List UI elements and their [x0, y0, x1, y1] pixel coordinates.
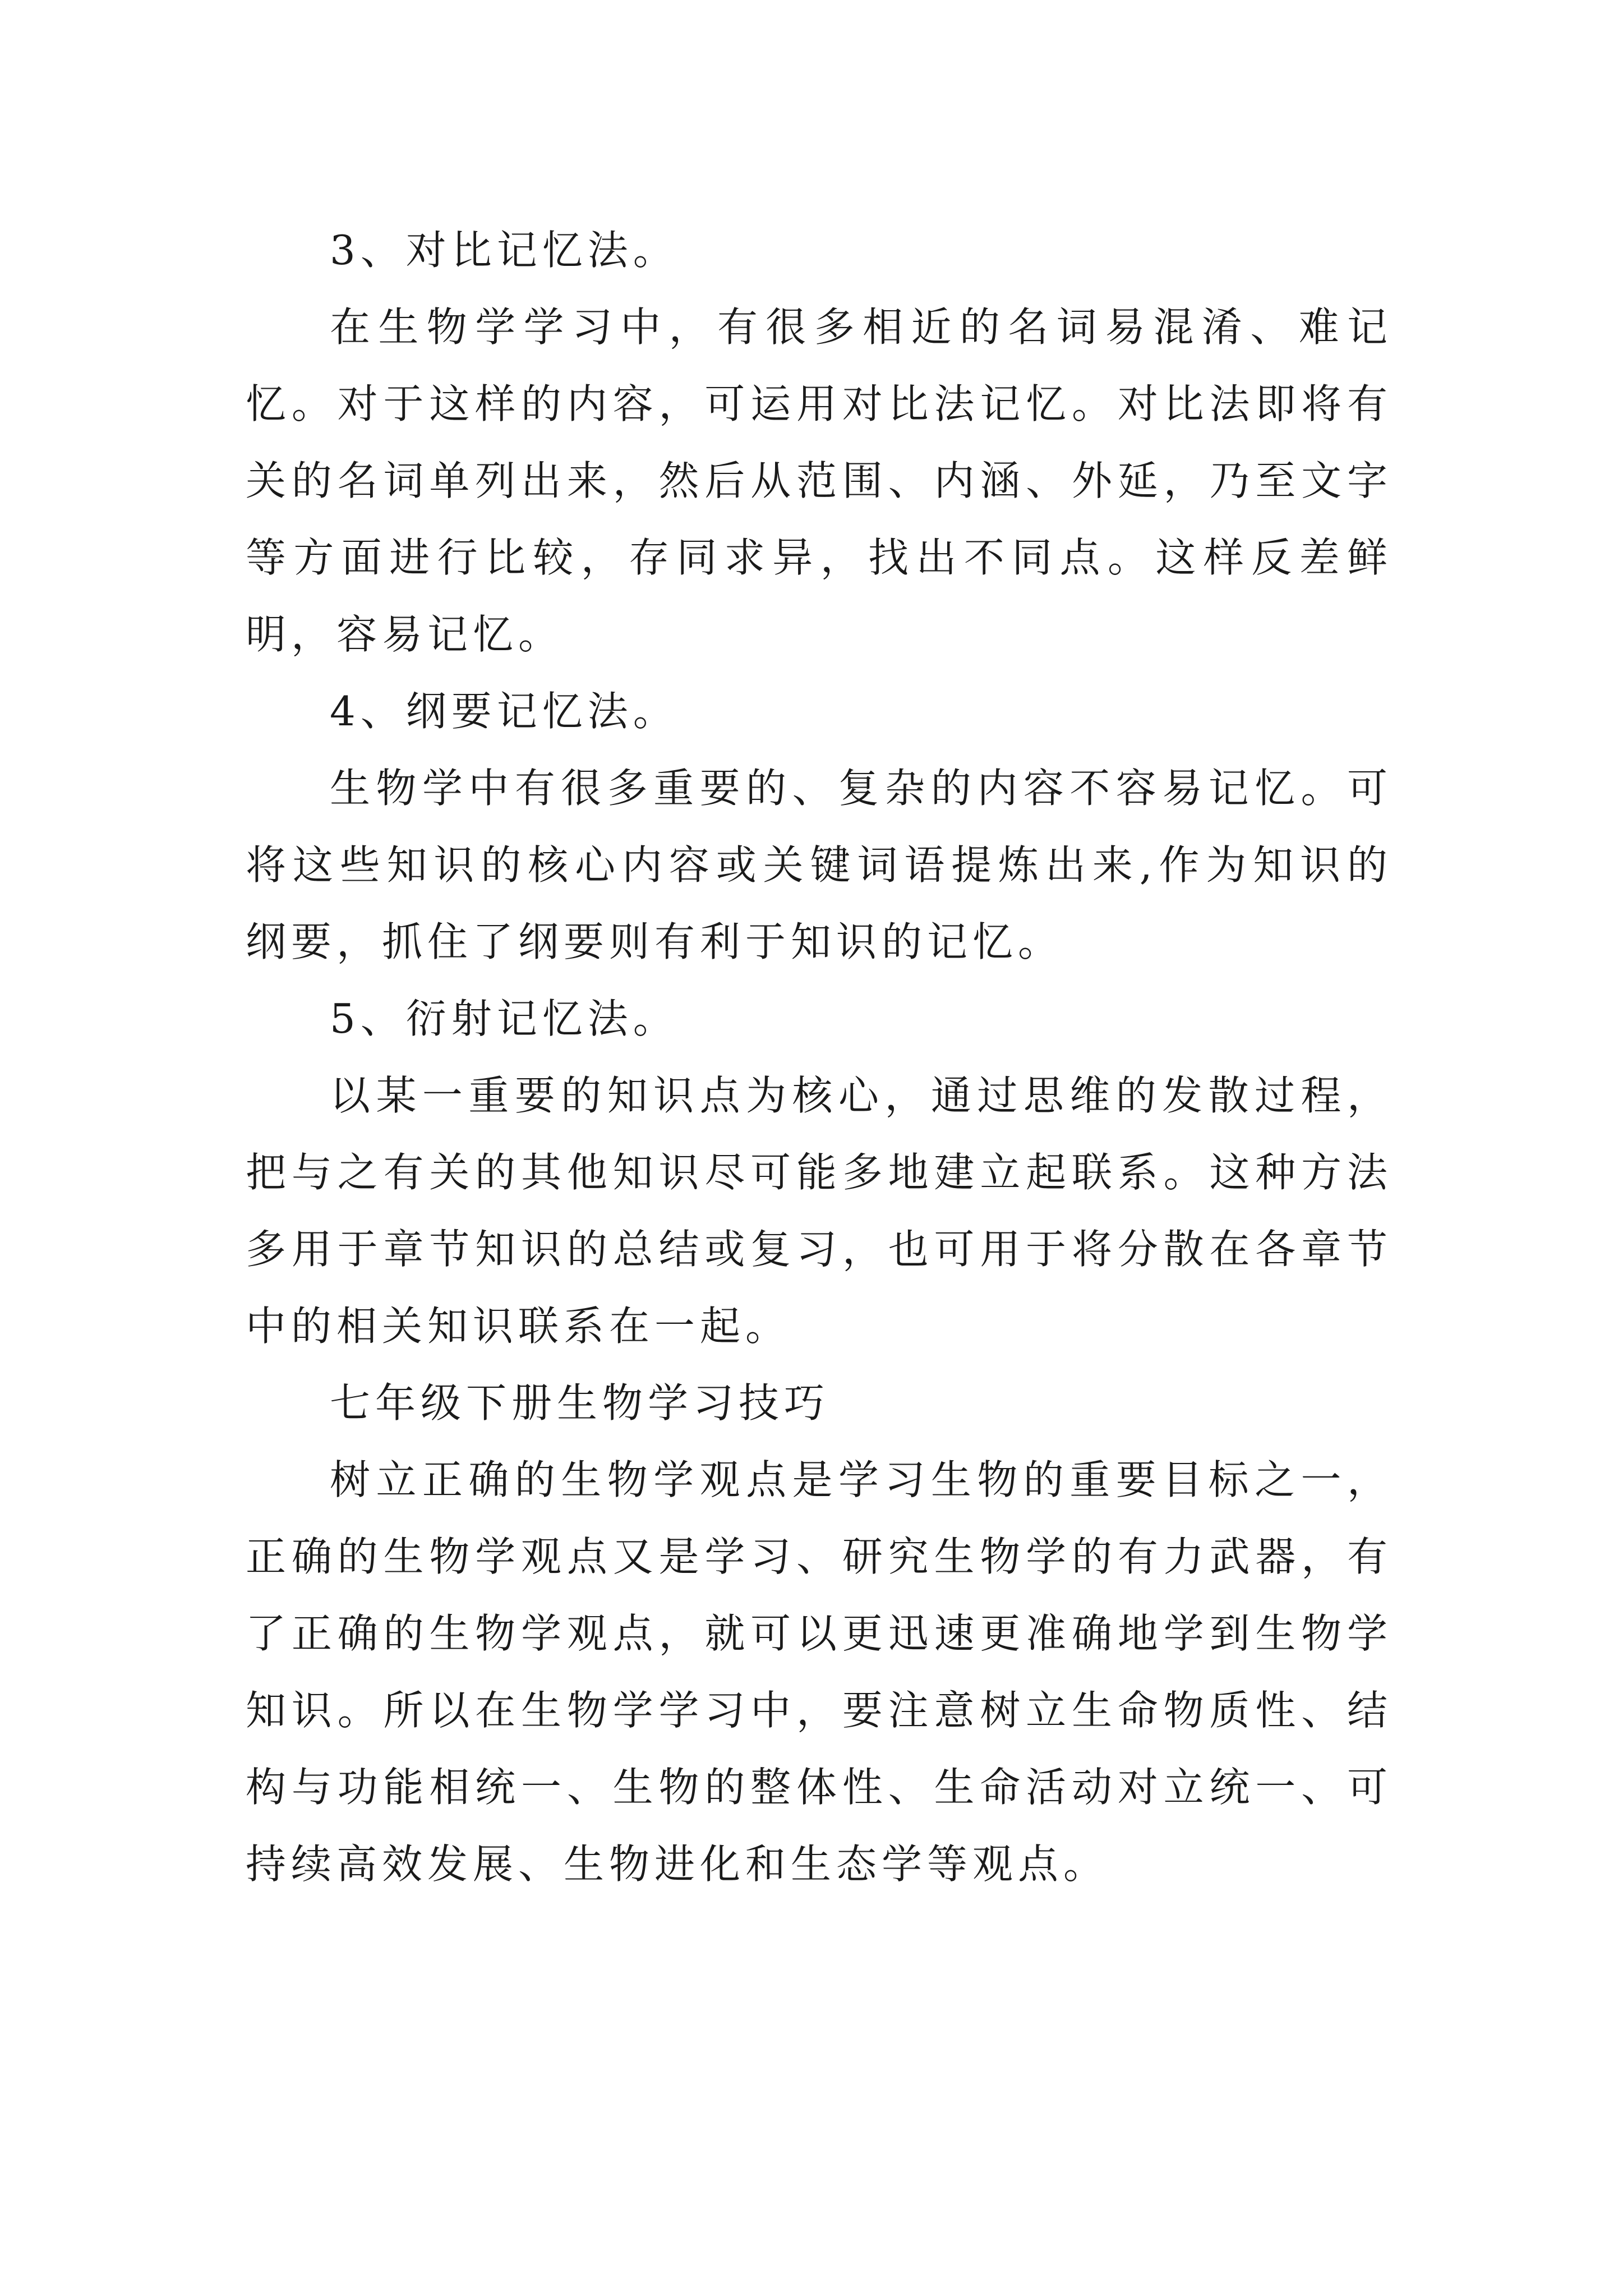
heading-diffraction-memory: 5、衍射记忆法。 — [330, 995, 679, 1042]
heading-outline-memory: 4、纲要记忆法。 — [330, 688, 679, 735]
heading-study-tips: 七年级下册生物学习技巧 — [330, 1379, 830, 1427]
paragraph-diffraction-memory: 以某一重要的知识点为核心，通过思维的发散过程，把与之有关的其他知识尽可能多地建立起联系。这种方法多用于章节知识的总结或复习，也可用于将分散在各章节中的相关知识联系在一起。 — [246, 1072, 1393, 1350]
document-body — [246, 212, 1393, 1903]
paragraph-study-tips: 树立正确的生物学观点是学习生物的重要目标之一，正确的生物学观点又是学习、研究生物学的有力武器，有了正确的生物学观点，就可以更迅速更准确地学到生物学知识。所以在生物学学习中，要注意树立生命物质性、结构与功能相统一、生物的整体性、生命活动对立统一、可持续高效发展、生物进化和生态学等观点。 — [246, 1456, 1393, 1888]
paragraph-outline-memory: 生物学中有很多重要的、复杂的内容不容易记忆。可将这些知识的核心内容或关键词语提炼出来,作为知识的纲要，抓住了纲要则有利于知识的记忆。 — [246, 765, 1393, 965]
paragraph-contrast-memory: 在生物学学习中，有很多相近的名词易混淆、难记忆。对于这样的内容，可运用对比法记忆。对比法即将有关的名词单列出来，然后从范围、内涵、外延，乃至文字等方面进行比较，存同求异，找出不同点。这样反差鲜明，容易记忆。 — [246, 303, 1393, 658]
heading-contrast-memory: 3、对比记忆法。 — [330, 227, 679, 274]
